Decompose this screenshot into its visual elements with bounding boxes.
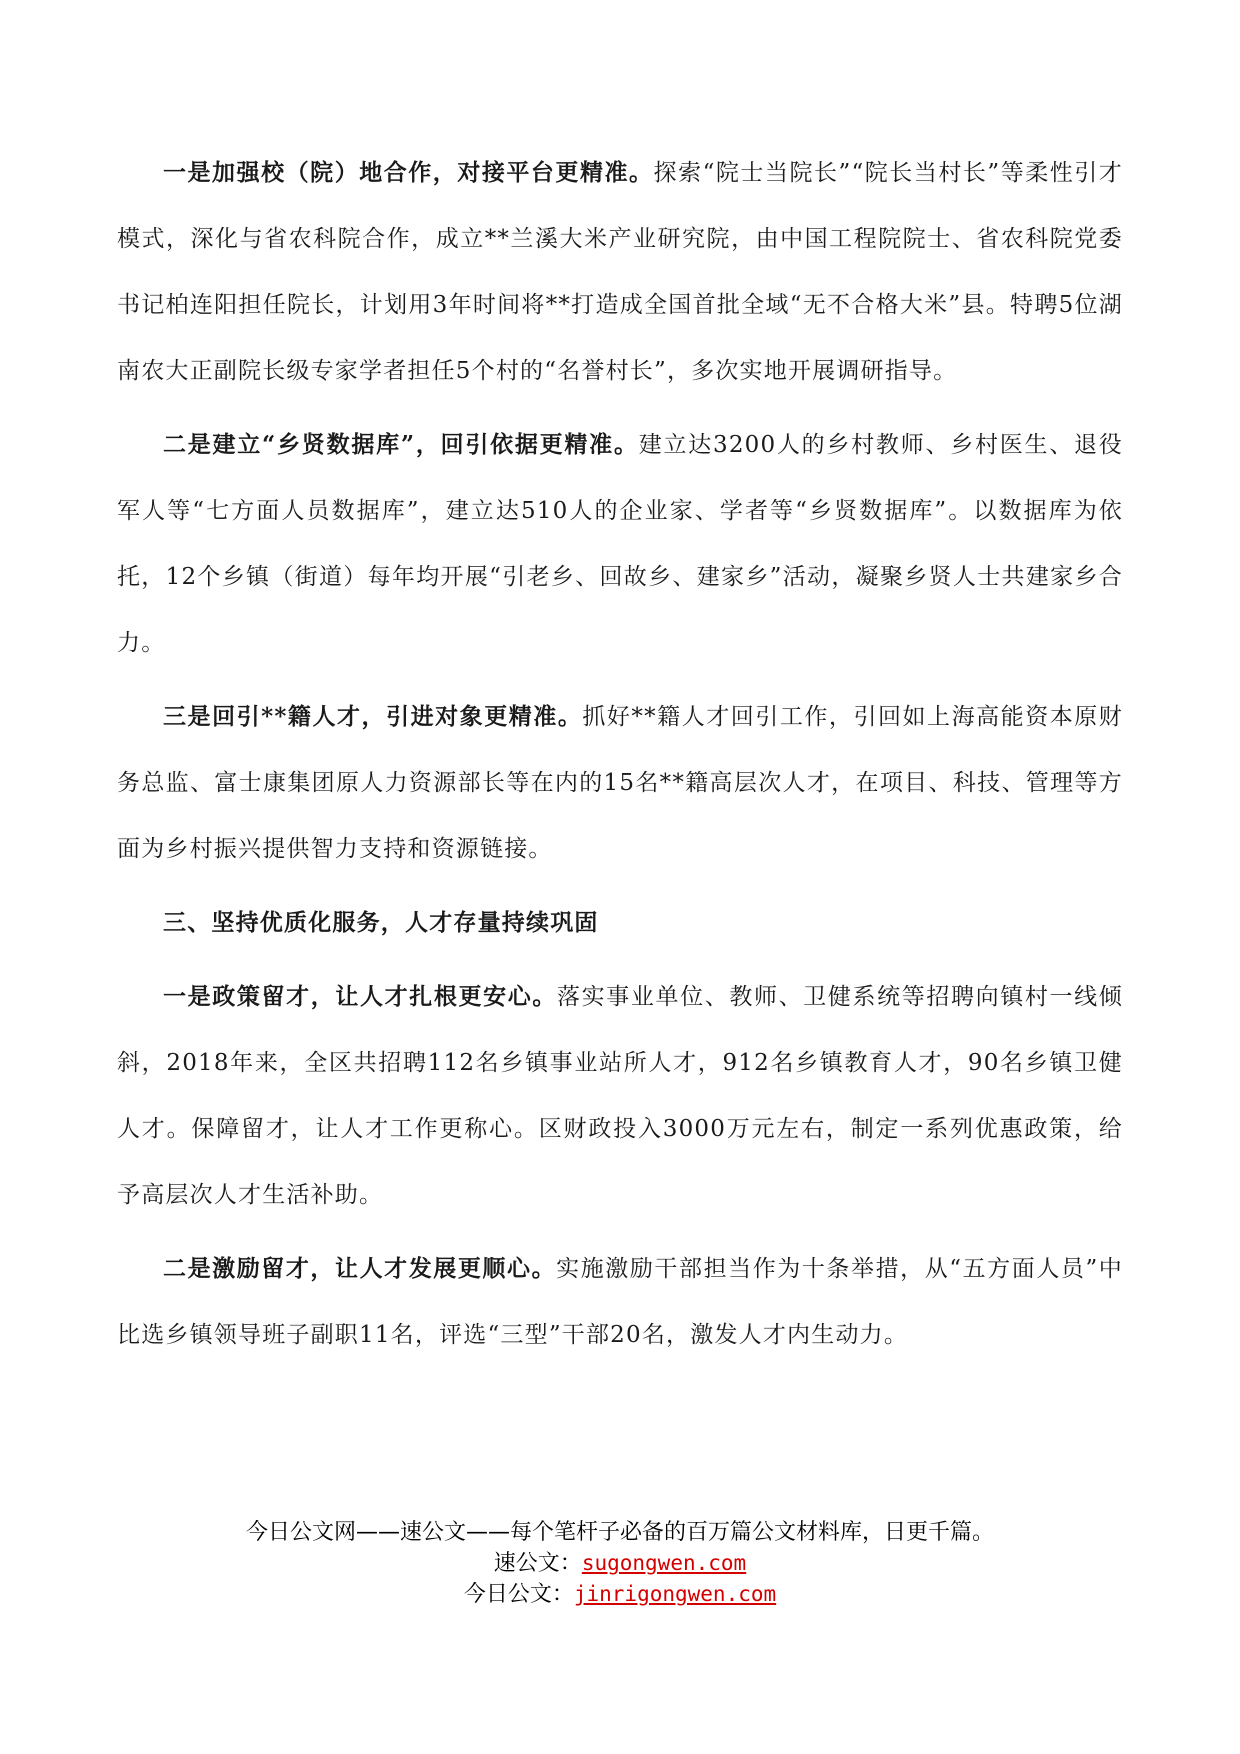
paragraph-3 bbox=[117, 684, 1123, 882]
sugongwen-link[interactable]: sugongwen.com bbox=[581, 1551, 747, 1575]
paragraph-5 bbox=[117, 1236, 1123, 1368]
paragraph-4-text: 落实事业单位、教师、卫健系统等招聘向镇村一线倾斜，2018年来，全区共招聘112名乡镇事业站所人才，912名乡镇教育人才，90名乡镇卫健人才。保障留才，让人才工作更称心。区财政投入3000万元左右，制定一系列优惠政策，给予高层次人才生活补助。 bbox=[117, 984, 1123, 1208]
paragraph-3-text: 抓好**籍人才回引工作，引回如上海高能资本原财务总监、富士康集团原人力资源部长等在内的15名**籍高层次人才，在项目、科技、管理等方面为乡村振兴提供智力支持和资源链接。 bbox=[117, 704, 1123, 862]
paragraph-3-lead: 三是回引**籍人才，引进对象更精准。 bbox=[163, 703, 583, 730]
paragraph-1-text: 探索“院士当院长”“院长当村长”等柔性引才模式，深化与省农科院合作，成立**兰溪大米产业研究院，由中国工程院院士、省农科院党委书记柏连阳担任院长，计划用3年时间将**打造成全国首批全域“无不合格大米”县。特聘5位湖南农大正副院长级专家学者担任5个村的“名誉村长”，多次实地开展调研指导。 bbox=[117, 160, 1123, 384]
paragraph-5-lead: 二是激励留才，让人才发展更顺心。 bbox=[163, 1255, 557, 1282]
footer-sugongwen-label: 速公文： bbox=[493, 1551, 582, 1576]
section-heading: 三、坚持优质化服务，人才存量持续巩固 bbox=[163, 909, 599, 936]
paragraph-5-text: 实施激励干部担当作为十条举措，从“五方面人员”中比选乡镇领导班子副职11名，评选“三型”干部20名，激发人才内生动力。 bbox=[117, 1256, 1123, 1348]
document-body bbox=[117, 140, 1123, 1376]
footer-line-jinrigongwen bbox=[0, 1579, 1240, 1610]
paragraph-2-text: 建立达3200人的乡村教师、乡村医生、退役军人等“七方面人员数据库”，建立达510人的企业家、学者等“乡贤数据库”。以数据库为依托，12个乡镇（街道）每年均开展“引老乡、回故乡、建家乡”活动，凝聚乡贤人士共建家乡合力。 bbox=[117, 432, 1123, 656]
paragraph-4 bbox=[117, 964, 1123, 1228]
paragraph-2-lead: 二是建立“乡贤数据库”，回引依据更精准。 bbox=[163, 431, 639, 458]
footer-tagline: 今日公文网——速公文——每个笔杆子必备的百万篇公文材料库，日更千篇。 bbox=[245, 1520, 994, 1545]
paragraph-4-lead: 一是政策留才，让人才扎根更安心。 bbox=[163, 983, 558, 1010]
paragraph-1 bbox=[117, 140, 1123, 404]
paragraph-2 bbox=[117, 412, 1123, 676]
page-footer bbox=[0, 1518, 1240, 1610]
footer-line-sugongwen bbox=[0, 1548, 1240, 1579]
jinrigongwen-link[interactable]: jinrigongwen.com bbox=[573, 1582, 777, 1606]
paragraph-1-lead: 一是加强校（院）地合作，对接平台更精准。 bbox=[163, 159, 654, 186]
footer-jinrigongwen-label: 今日公文： bbox=[463, 1582, 574, 1607]
